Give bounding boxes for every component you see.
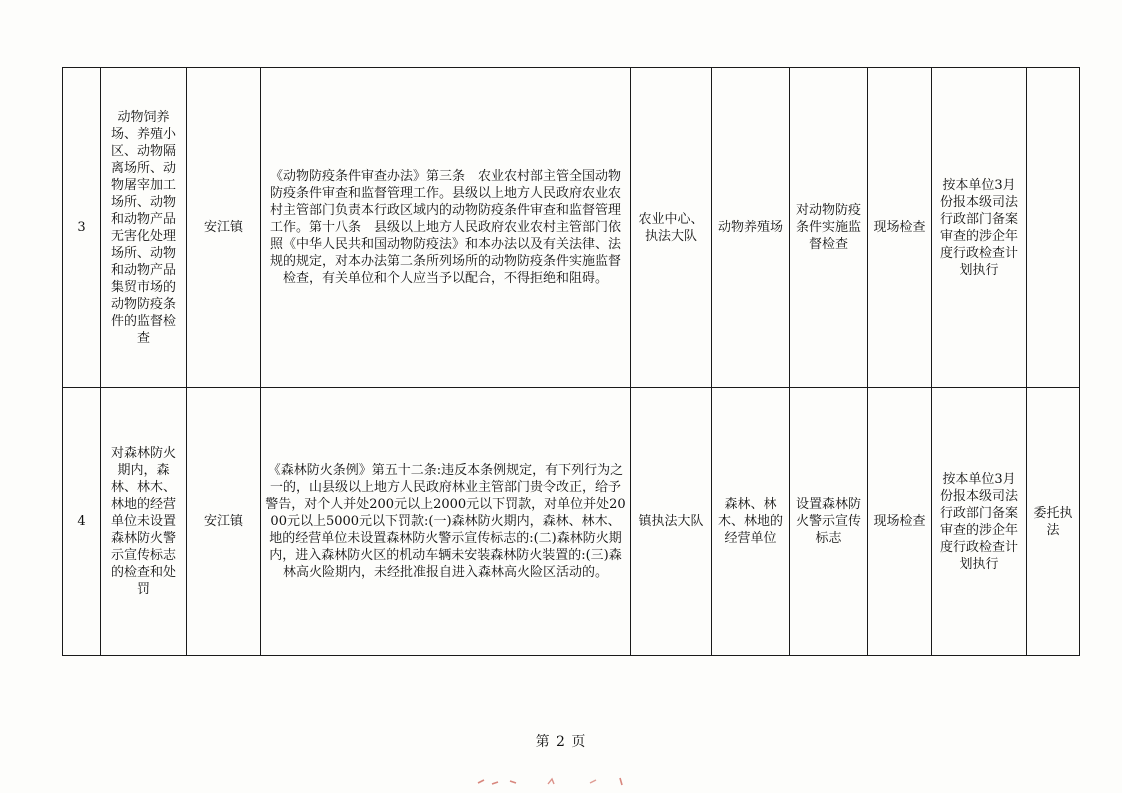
row-number: 3 bbox=[63, 68, 101, 388]
inspection-content: 对动物防疫条件实施监督检查 bbox=[790, 68, 868, 388]
inspection-department: 农业中心、执法大队 bbox=[631, 68, 712, 388]
scan-bleed-marks bbox=[470, 774, 640, 788]
table-row bbox=[63, 68, 1080, 388]
page-number: 第 2 页 bbox=[535, 734, 587, 750]
inspection-method: 现场检查 bbox=[868, 388, 932, 656]
inspection-department: 镇执法大队 bbox=[631, 388, 712, 656]
town-name: 安江镇 bbox=[187, 388, 261, 656]
inspection-item: 动物饲养场、养殖小区、动物隔离场所、动物屠宰加工场所、动物和动物产品无害化处理场所、动物和动物产品集贸市场的动物防疫条件的监督检查 bbox=[101, 68, 187, 388]
inspection-table bbox=[62, 67, 1080, 656]
inspection-plan: 按本单位3月份报本级司法行政部门备案审查的涉企年度行政检查计划执行 bbox=[932, 388, 1027, 656]
row-number: 4 bbox=[63, 388, 101, 656]
inspection-target: 动物养殖场 bbox=[712, 68, 790, 388]
inspection-plan: 按本单位3月份报本级司法行政部门备案审查的涉企年度行政检查计划执行 bbox=[932, 68, 1027, 388]
inspection-content: 设置森林防火警示宣传标志 bbox=[790, 388, 868, 656]
inspection-item: 对森林防火期内，森林、林木、林地的经营单位未设置森林防火警示宣传标志的检查和处罚 bbox=[101, 388, 187, 656]
remark: 委托执法 bbox=[1027, 388, 1080, 656]
town-name: 安江镇 bbox=[187, 68, 261, 388]
inspection-target: 森林、林木、林地的经营单位 bbox=[712, 388, 790, 656]
legal-basis: 《动物防疫条件审查办法》第三条 农业农村部主管全国动物防疫条件审查和监督管理工作。县级以上地方人民政府农业农村主管部门负责本行政区域内的动物防疫条件审查和监督管理工作。第十八条 县级以上地方人民政府农业农村主管部门依照《中华人民共和国动物防疫法》和本办法以及有关法律、法规的规定，对本办法第二条所列场所的动物防疫条件实施监督检查，有关单位和个人应当予以配合，不得拒绝和阻碍。 bbox=[261, 68, 631, 388]
table-row bbox=[63, 388, 1080, 656]
legal-basis: 《森林防火条例》第五十二条:违反本条例规定，有下列行为之一的，山县级以上地方人民政府林业主管部门贵令改正，给予警告，对个人并处200元以上2000元以下罚款，对单位并处2000元以上5000元以下罚款:(一)森林防火期内，森林、林木、地的经营单位未设置森林防火警示宣传标志的:(二)森林防火期内，进入森林防火区的机动车辆未安装森林防火装置的:(三)森林高火险期内，未经批准报自进入森林高火险区活动的。 bbox=[261, 388, 631, 656]
inspection-method: 现场检查 bbox=[868, 68, 932, 388]
remark bbox=[1027, 68, 1080, 388]
